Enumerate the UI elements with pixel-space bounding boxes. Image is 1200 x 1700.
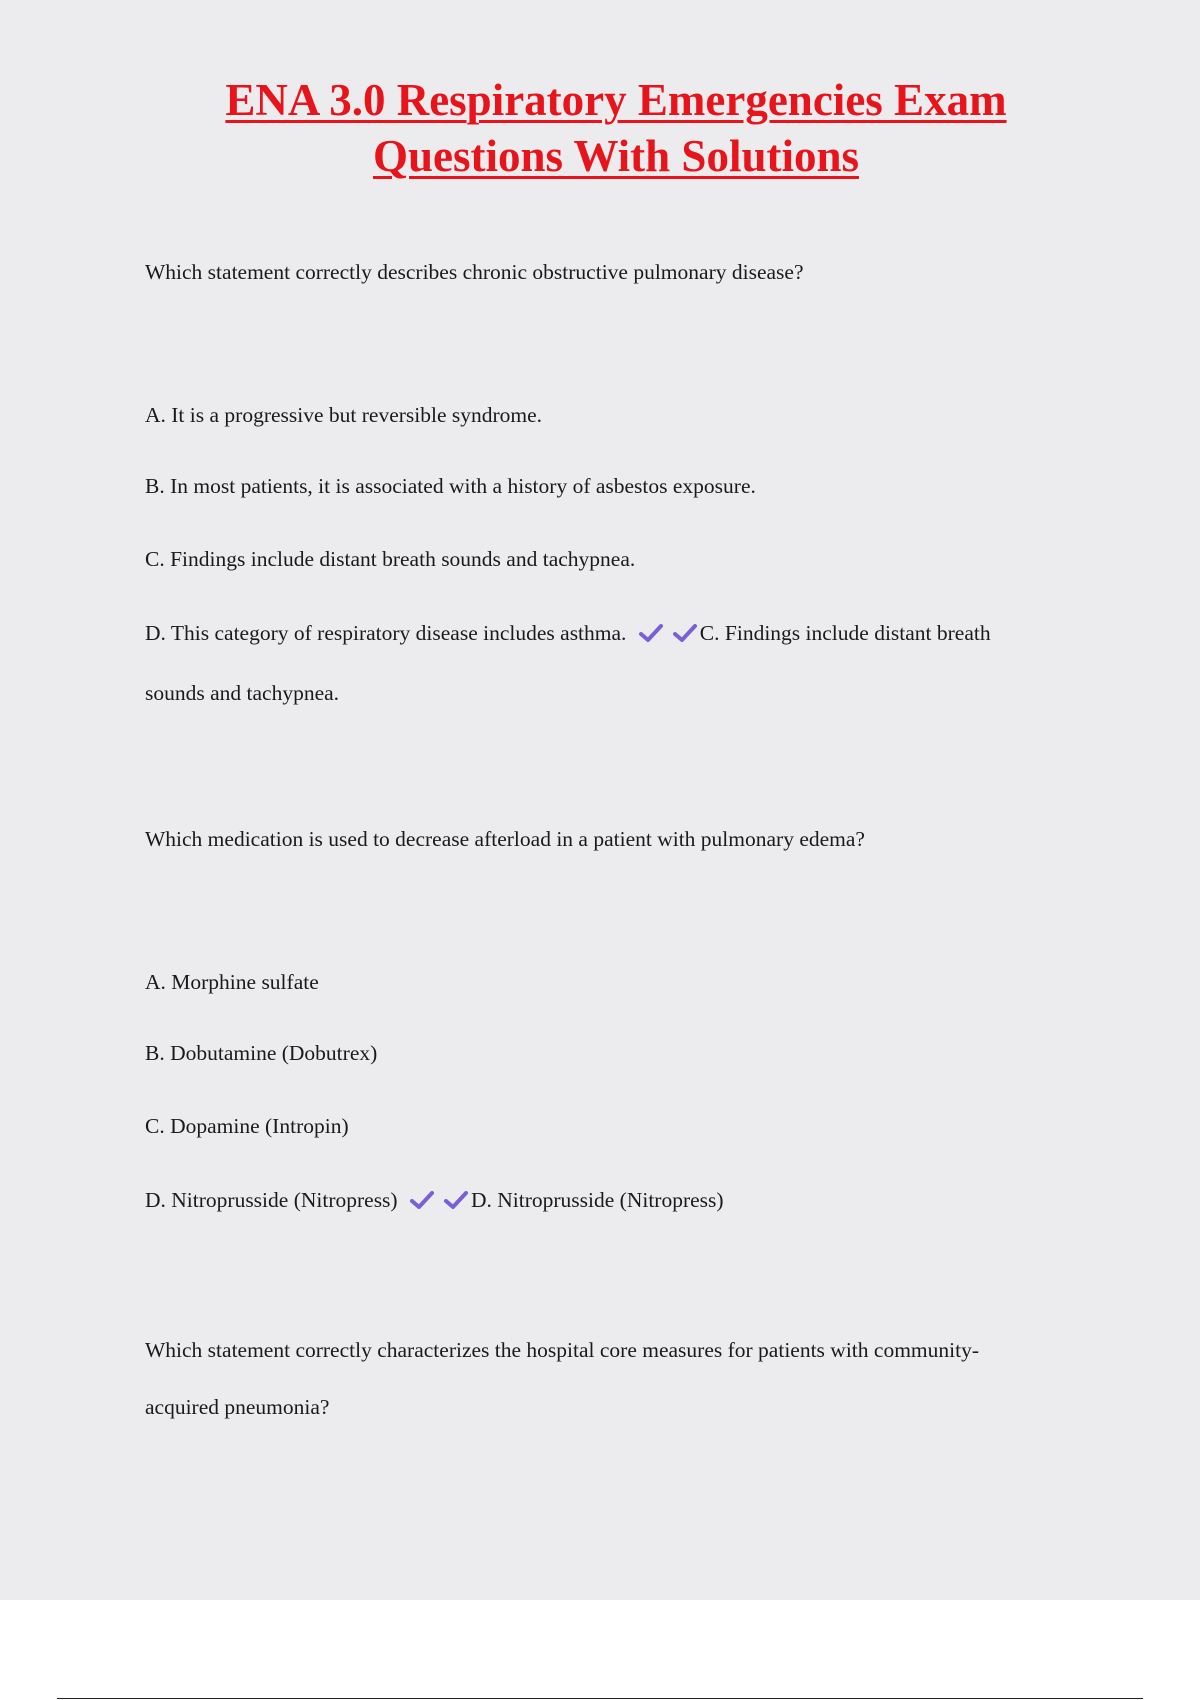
question-2-text: Which medication is used to decrease afterload in a patient with pulmonary edema? <box>145 827 865 851</box>
question-1-text: Which statement correctly describes chronic obstructive pulmonary disease? <box>145 260 804 284</box>
question-2-option-d: D. Nitroprusside (Nitropress) <box>145 1188 398 1212</box>
question-2-option-d-with-answer <box>145 1186 724 1214</box>
question-1-option-b: B. In most patients, it is associated with a history of asbestos exposure. <box>145 474 756 498</box>
question-2-option-c: C. Dopamine (Intropin) <box>145 1114 349 1138</box>
question-1-option-a: A. It is a progressive but reversible syndrome. <box>145 403 543 427</box>
question-1-option-c: C. Findings include distant breath sounds and tachypnea. <box>145 547 636 571</box>
question-1-answer-line-1: C. Findings include distant breath <box>699 621 991 645</box>
document-title <box>0 72 1200 184</box>
check-icon <box>443 1190 469 1210</box>
question-2-answer: D. Nitroprusside (Nitropress) <box>470 1188 724 1212</box>
check-icon <box>409 1190 435 1210</box>
title-line-2: Questions With Solutions <box>372 131 859 181</box>
footer-divider <box>57 1698 1143 1699</box>
question-2-option-b: B. Dobutamine (Dobutrex) <box>145 1041 378 1065</box>
check-icon <box>638 623 664 643</box>
question-2-option-a: A. Morphine sulfate <box>145 970 319 994</box>
question-3-text-line-2: acquired pneumonia? <box>145 1395 330 1419</box>
question-1-answer-line-2: sounds and tachypnea. <box>145 681 340 705</box>
question-3-text-line-1: Which statement correctly characterizes the hospital core measures for patients with community- <box>145 1338 979 1362</box>
question-1-option-d-with-answer <box>145 619 991 647</box>
title-line-1: ENA 3.0 Respiratory Emergencies Exam <box>225 75 1007 125</box>
check-icon <box>672 623 698 643</box>
question-1-option-d: D. This category of respiratory disease includes asthma. <box>145 621 627 645</box>
